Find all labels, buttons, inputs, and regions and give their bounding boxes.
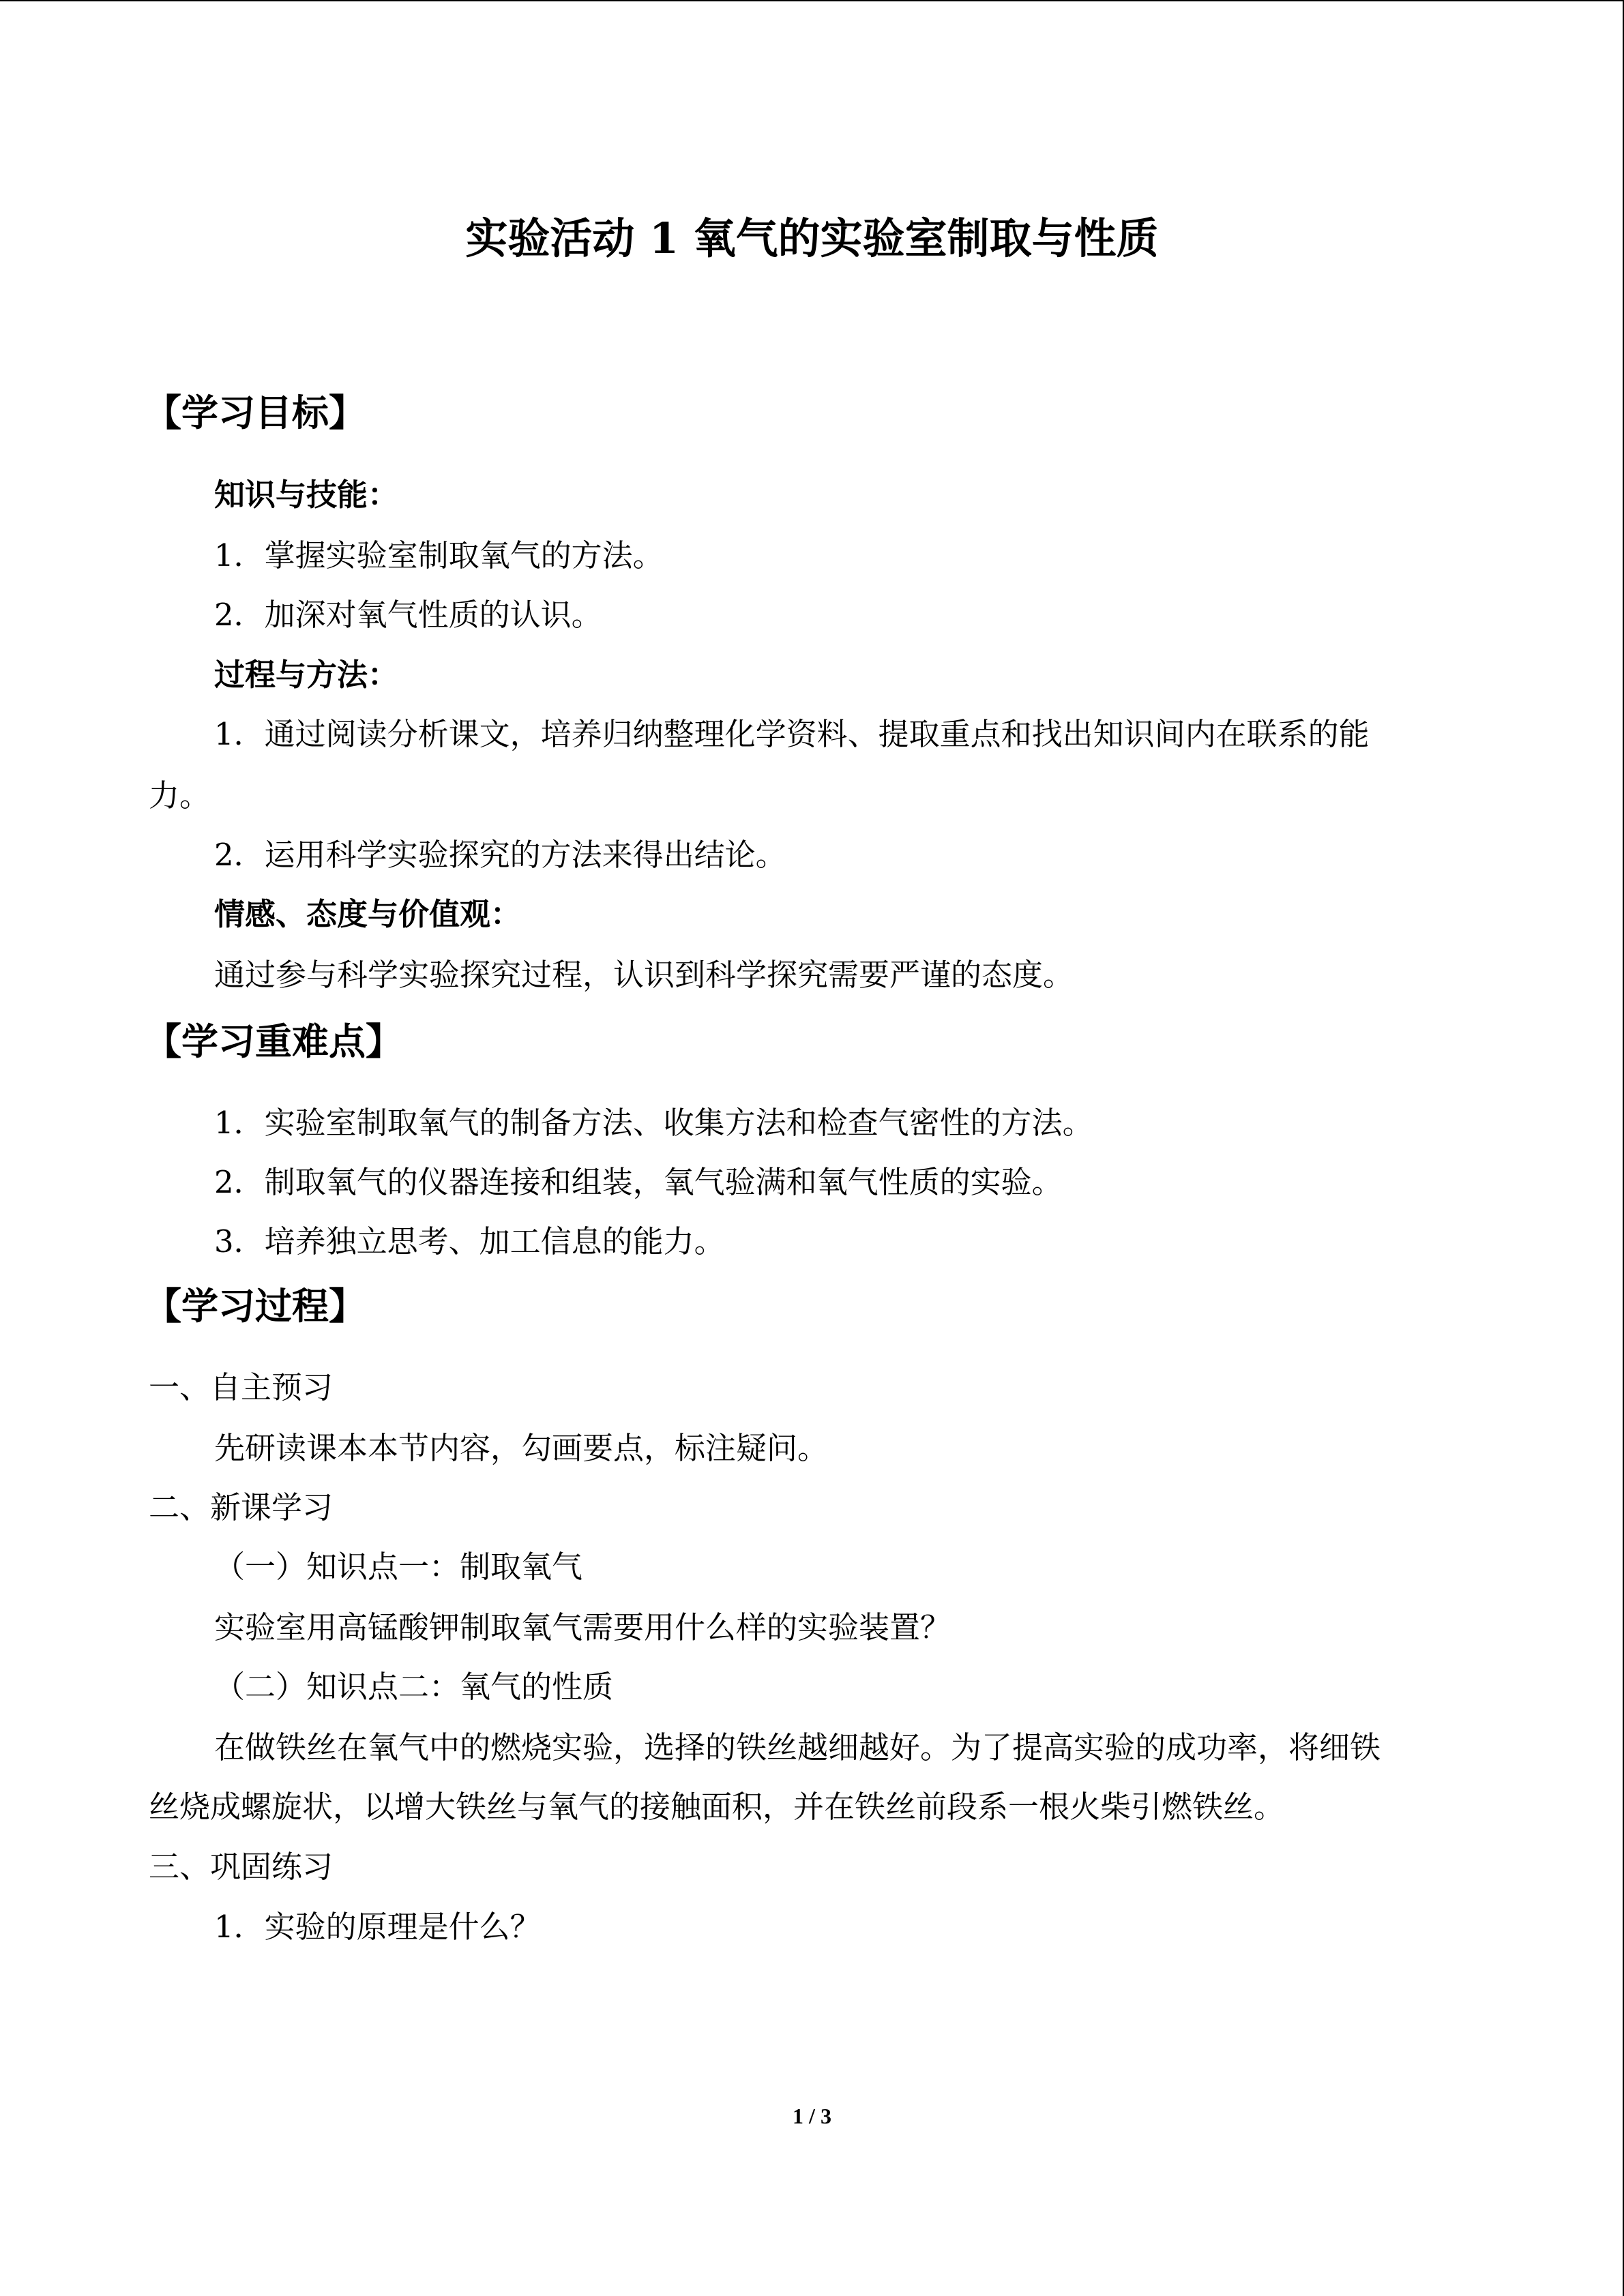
process-heading: 【学习过程】	[145, 1284, 366, 1328]
document-title: 实验活动 1 氧气的实验室制取与性质	[465, 213, 1159, 263]
process-item-1-line-2: 力。	[149, 777, 211, 814]
keypoint-item-2: 2．制取氧气的仪器连接和组装，氧气验满和氧气性质的实验。	[214, 1164, 1063, 1200]
knowledge-point-1-text: 实验室用高锰酸钾制取氧气需要用什么样的实验装置？	[214, 1609, 951, 1645]
knowledge-item-2: 2．加深对氧气性质的认识。	[214, 597, 602, 633]
knowledge-point-2-text-line-1: 在做铁丝在氧气中的燃烧实验，选择的铁丝越细越好。为了提高实验的成功率，将细铁	[214, 1729, 1381, 1765]
objectives-heading: 【学习目标】	[145, 391, 366, 434]
knowledge-item-1: 1．掌握实验室制取氧气的方法。	[214, 537, 664, 573]
process-label: 过程与方法：	[214, 657, 399, 693]
knowledge-point-2-text-line-2: 丝烧成螺旋状，以增大铁丝与氧气的接触面积，并在铁丝前段系一根火柴引燃铁丝。	[149, 1789, 1285, 1825]
keypoints-heading: 【学习重难点】	[145, 1019, 402, 1063]
page-number: 1 / 3	[793, 2104, 831, 2128]
section-3-item-1: 1．实验的原理是什么？	[214, 1909, 541, 1945]
section-1-title: 一、自主预习	[149, 1369, 334, 1405]
emotion-label: 情感、态度与价值观：	[214, 896, 522, 932]
process-item-2: 2．运用科学实验探究的方法来得出结论。	[214, 837, 786, 873]
section-3-title: 三、巩固练习	[149, 1849, 334, 1885]
section-2-title: 二、新课学习	[149, 1489, 334, 1525]
knowledge-point-1-title: （一）知识点一：制取氧气	[214, 1549, 583, 1585]
keypoint-item-3: 3．培养独立思考、加工信息的能力。	[214, 1223, 725, 1259]
section-1-text: 先研读课本本节内容，勾画要点，标注疑问。	[214, 1430, 829, 1466]
emotion-text: 通过参与科学实验探究过程，认识到科学探究需要严谨的态度。	[214, 957, 1074, 993]
knowledge-point-2-title: （二）知识点二：氧气的性质	[214, 1669, 614, 1705]
keypoint-item-1: 1．实验室制取氧气的制备方法、收集方法和检查气密性的方法。	[214, 1105, 1093, 1141]
process-item-1-line-1: 1．通过阅读分析课文，培养归纳整理化学资料、提取重点和找出知识间内在联系的能	[214, 716, 1370, 752]
knowledge-label: 知识与技能：	[214, 477, 399, 513]
